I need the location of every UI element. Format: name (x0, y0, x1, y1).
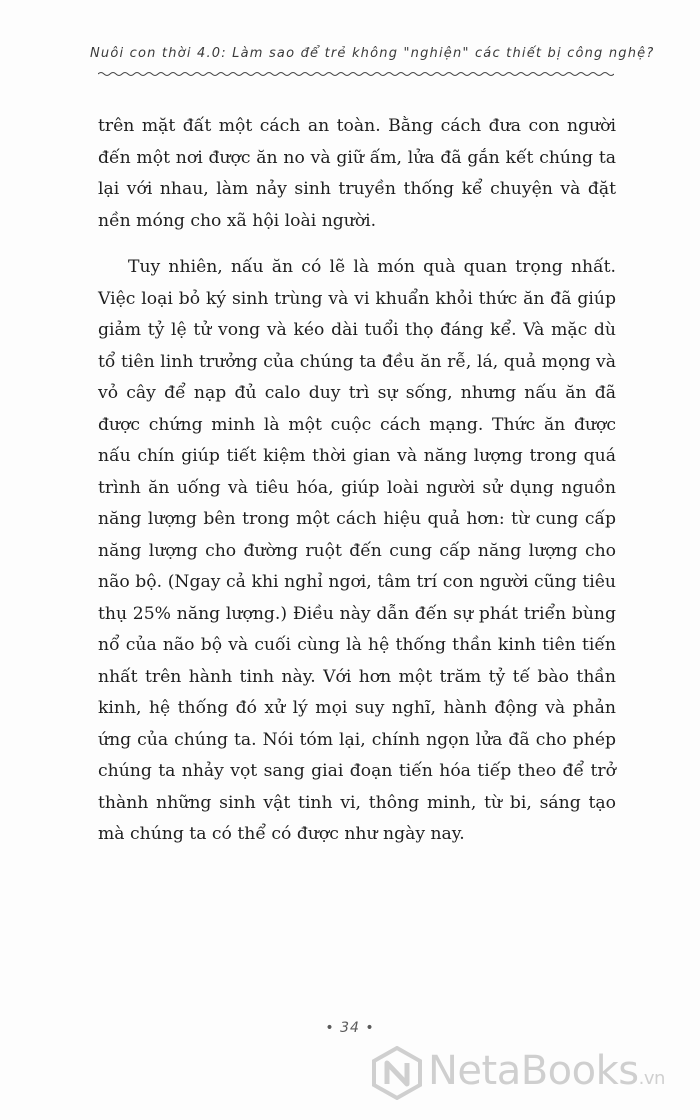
running-header (90, 46, 655, 61)
watermark-brand: NetaBooks (428, 1048, 639, 1094)
paragraph: trên mặt đất một cách an toàn. Bằng cách đưa con người đến một nơi được ăn no và giữ ấm, lửa đã gắn kết chúng ta lại với nhau, làm nảy sinh truyền thống kể chuyện và đặt nền móng cho xã hội loài người. (98, 116, 616, 231)
header-wavy-rule (98, 70, 614, 78)
running-title: Nuôi con thời 4.0: Làm sao để trẻ không "nghiện" các thiết bị công nghệ? (90, 46, 655, 61)
paragraph: Tuy nhiên, nấu ăn có lẽ là món quà quan trọng nhất. Việc loại bỏ ký sinh trùng và vi khuẩn khỏi thức ăn đã giúp giảm tỷ lệ tử vong và kéo dài tuổi thọ đáng kể. Và mặc dù tổ tiên linh trưởng của chúng ta đều ăn rễ, lá, quả mọng và vỏ cây để nạp đủ calo duy trì sự sống, nhưng nấu ăn đã được chứng minh là một cuộc cách mạng. Thức ăn được nấu chín giúp tiết kiệm thời gian và năng lượng trong quá trình ăn uống và tiêu hóa, giúp loài người sử dụng nguồn năng lượng bên trong một cách hiệu quả hơn: từ cung cấp năng lượng cho đường ruột đến cung cấp năng lượng cho não bộ. (Ngay cả khi nghỉ ngơi, tâm trí con người cũng tiêu thụ 25% năng lượng.) Điều này dẫn đến sự phát triển bùng nổ của não bộ và cuối cùng là hệ thống thần kinh tiên tiến nhất trên hành tinh này. Với hơn một trăm tỷ tế bào thần kinh, hệ thống đó xử lý mọi suy nghĩ, hành động và phản ứng của chúng ta. Nói tóm lại, chính ngọn lửa đã cho phép chúng ta nhảy vọt sang giai đoạn tiến hóa tiếp theo để trở thành những sinh vật tinh vi, thông minh, từ bi, sáng tạo mà chúng ta có thể có được như ngày nay. (98, 257, 616, 844)
netabooks-watermark (370, 1040, 690, 1104)
body-text (98, 111, 616, 851)
watermark-suffix: .vn (638, 1068, 665, 1089)
page-number: • 34 • (325, 1020, 375, 1036)
watermark-text (428, 1048, 665, 1094)
netabooks-logo-icon (370, 1046, 424, 1100)
